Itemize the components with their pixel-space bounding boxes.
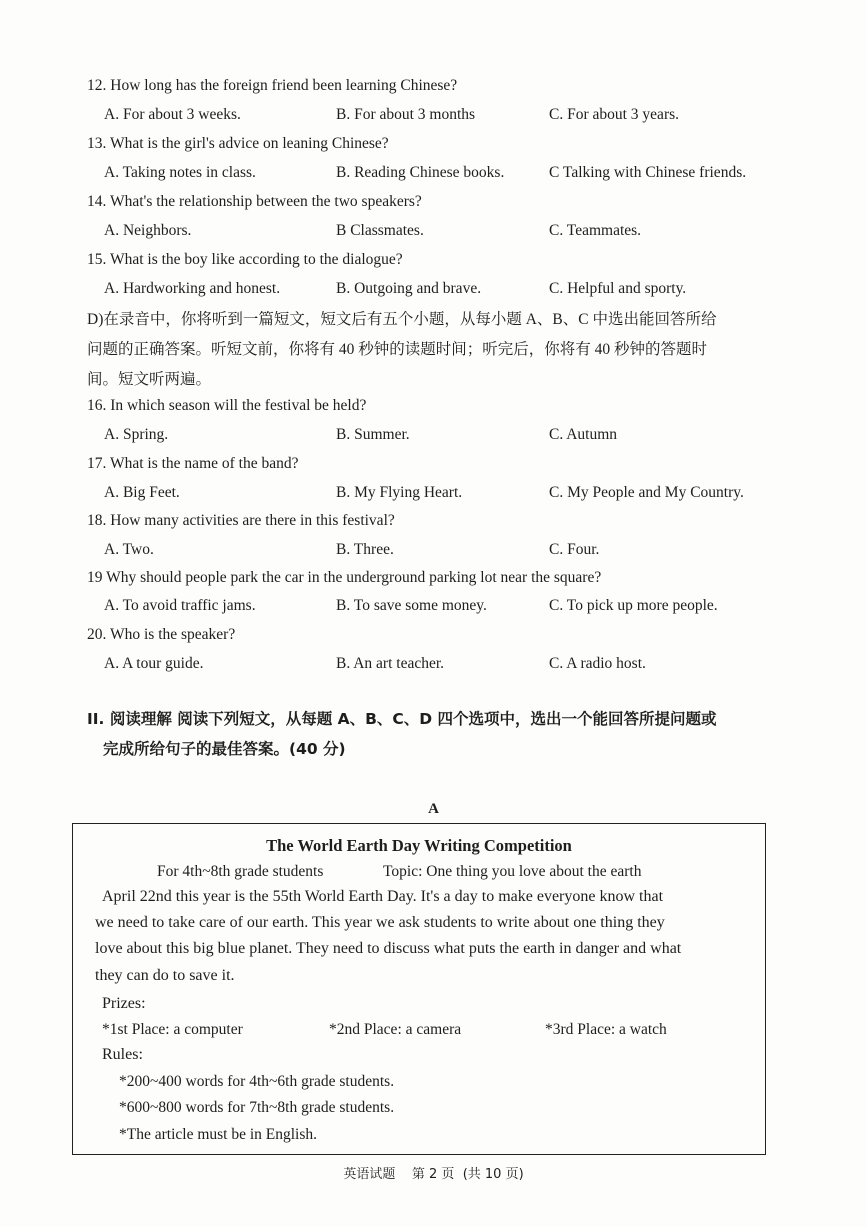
option-a: A. For about 3 weeks. <box>104 106 241 123</box>
rule-item: *600~800 words for 7th~8th grade students. <box>119 1099 395 1116</box>
question-15: 15. What is the boy like according to the dialogue? <box>87 251 403 268</box>
page-footer: 英语试题 第 2 页 (共 10 页) <box>343 1167 524 1182</box>
passage-audience: For 4th~8th grade students <box>157 863 324 880</box>
option-b: B. My Flying Heart. <box>336 484 463 501</box>
option-b: B. For about 3 months <box>336 106 476 123</box>
option-c: C. Four. <box>549 541 600 558</box>
question-20: 20. Who is the speaker? <box>87 626 236 643</box>
option-b: B. Summer. <box>336 426 410 443</box>
question-19-options <box>104 597 844 619</box>
option-c: C. Autumn <box>549 426 618 443</box>
prizes-label: Prizes: <box>102 995 146 1012</box>
question-13: 13. What is the girl's advice on leaning Chinese? <box>87 135 389 152</box>
passage-body-line: April 22nd this year is the 55th World Earth Day. It's a day to make everyone know that <box>102 888 664 905</box>
question-18: 18. How many activities are there in this festival? <box>87 512 395 529</box>
passage-title: The World Earth Day Writing Competition <box>266 836 572 855</box>
question-16-options <box>104 426 844 448</box>
option-c: C. Helpful and sporty. <box>549 280 687 297</box>
option-b: B. Outgoing and brave. <box>336 280 482 297</box>
question-14: 14. What's the relationship between the two speakers? <box>87 193 422 210</box>
option-a: A. A tour guide. <box>104 655 204 672</box>
rule-item: *The article must be in English. <box>119 1126 318 1143</box>
question-17-options <box>104 484 844 506</box>
option-c: C. For about 3 years. <box>549 106 680 123</box>
option-c: C. My People and My Country. <box>549 484 744 501</box>
reading-section-heading <box>87 704 817 764</box>
question-18-options <box>104 541 844 563</box>
option-c: C. Teammates. <box>549 222 642 239</box>
option-b: B Classmates. <box>336 222 424 239</box>
question-15-options <box>104 280 844 302</box>
instruction-line: 间。短文听两遍。 <box>87 371 212 388</box>
option-c: C. To pick up more people. <box>549 597 718 614</box>
question-20-options <box>104 655 844 677</box>
passage-body-line: love about this big blue planet. They need to discuss what puts the earth in danger and what <box>95 940 682 957</box>
passage-box <box>72 823 766 1155</box>
option-b: B. To save some money. <box>336 597 487 614</box>
question-17: 17. What is the name of the band? <box>87 455 299 472</box>
instruction-line: 问题的正确答案。听短文前，你将有 40 秒钟的读题时间；听完后，你将有 40 秒钟的答题时 <box>87 341 708 358</box>
question-12-options <box>104 106 844 128</box>
prize-second: *2nd Place: a camera <box>329 1021 462 1038</box>
question-16: 16. In which season will the festival be held? <box>87 397 367 414</box>
section-heading-line: II. 阅读理解 阅读下列短文，从每题 A、B、C、D 四个选项中，选出一个能回答所提问题或 <box>87 710 717 728</box>
section-heading-line: 完成所给句子的最佳答案。(40 分) <box>103 740 346 758</box>
prize-first: *1st Place: a computer <box>102 1021 243 1038</box>
question-12: 12. How long has the foreign friend been learning Chinese? <box>87 77 458 94</box>
rules-label: Rules: <box>102 1046 143 1063</box>
option-a: A. Two. <box>104 541 154 558</box>
passage-body-line: they can do to save it. <box>95 967 235 984</box>
option-b: B. Three. <box>336 541 394 558</box>
option-c: C Talking with Chinese friends. <box>549 164 747 181</box>
option-c: C. A radio host. <box>549 655 646 672</box>
passage-label: A <box>428 801 439 817</box>
question-14-options <box>104 222 844 244</box>
passage-topic: Topic: One thing you love about the earth <box>383 863 642 880</box>
option-a: A. Hardworking and honest. <box>104 280 281 297</box>
passage-body-line: we need to take care of our earth. This year we ask students to write about one thing they <box>95 914 665 931</box>
option-a: A. Big Feet. <box>104 484 180 501</box>
option-a: A. Neighbors. <box>104 222 192 239</box>
option-b: B. An art teacher. <box>336 655 445 672</box>
rule-item: *200~400 words for 4th~6th grade students. <box>119 1073 395 1090</box>
option-a: A. Taking notes in class. <box>104 164 256 181</box>
question-13-options <box>104 164 844 186</box>
instruction-line: D)在录音中，你将听到一篇短文，短文后有五个小题，从每小题 A、B、C 中选出能回答所给 <box>87 311 717 328</box>
option-a: A. Spring. <box>104 426 169 443</box>
option-b: B. Reading Chinese books. <box>336 164 505 181</box>
question-19: 19 Why should people park the car in the underground parking lot near the square? <box>87 569 602 586</box>
option-a: A. To avoid traffic jams. <box>104 597 256 614</box>
section-d-instructions <box>87 305 807 395</box>
prize-third: *3rd Place: a watch <box>545 1021 667 1038</box>
